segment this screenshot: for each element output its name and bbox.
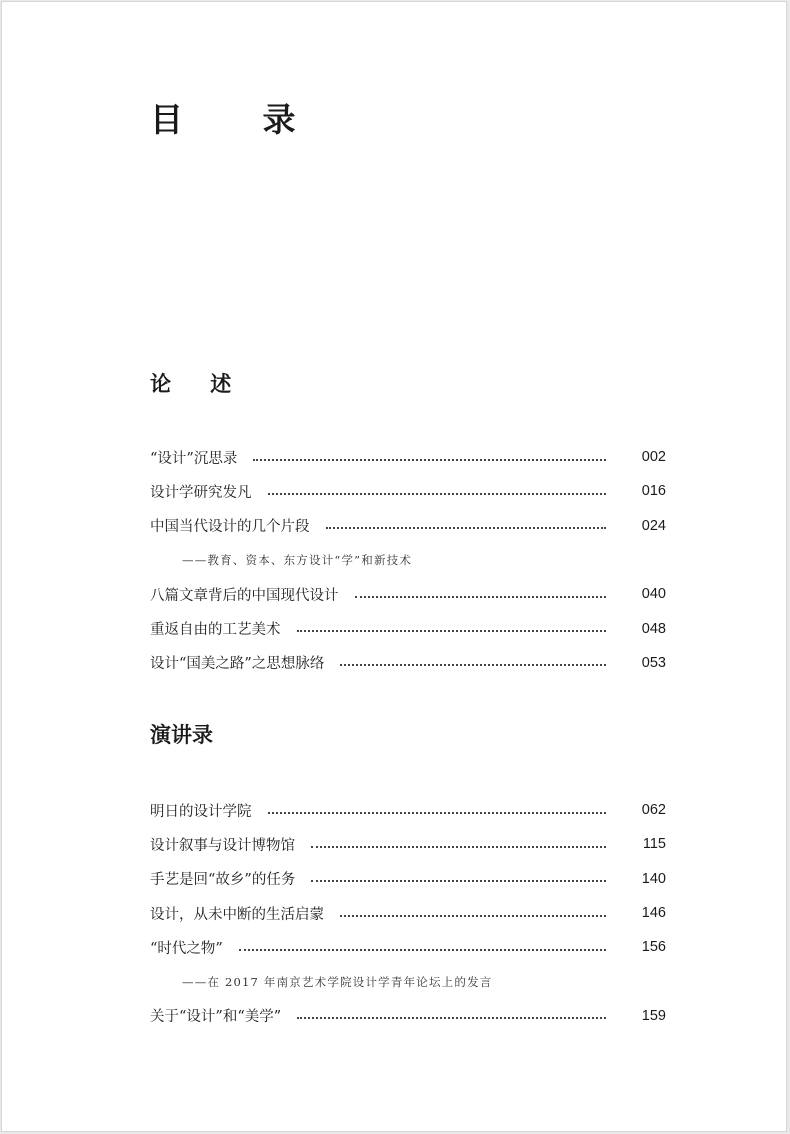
toc-page-number: 159 bbox=[641, 1007, 666, 1024]
dot-leader bbox=[326, 527, 607, 529]
toc-entry[interactable] bbox=[150, 646, 666, 680]
toc-entry[interactable] bbox=[150, 611, 666, 645]
dot-leader bbox=[268, 812, 607, 814]
dot-leader bbox=[311, 846, 606, 848]
toc-entry-title: 中国当代设计的几个片段 bbox=[150, 519, 310, 536]
toc-page-number: 048 bbox=[641, 620, 666, 637]
dot-leader bbox=[340, 915, 606, 917]
dot-leader bbox=[239, 949, 606, 951]
toc-entry-title: 明日的设计学院 bbox=[150, 803, 252, 820]
toc-page-number: 156 bbox=[641, 939, 666, 956]
toc-entry[interactable] bbox=[150, 440, 666, 474]
toc-entry-subtitle: ——教育、资本、东方设计“学”和新技术 bbox=[182, 553, 413, 568]
section-heading-lunshu: 论 述 bbox=[150, 371, 248, 396]
toc-entry-title: 手艺是回“故乡”的任务 bbox=[150, 872, 296, 889]
toc-entry-title: 关于“设计”和“美学” bbox=[150, 1009, 282, 1026]
dot-leader bbox=[268, 493, 607, 495]
toc-page-number: 002 bbox=[641, 449, 666, 466]
toc-entry[interactable] bbox=[150, 827, 666, 861]
toc-list-yanjianglu bbox=[150, 793, 666, 1033]
toc-entry-title: “时代之物” bbox=[150, 940, 223, 957]
toc-entry-title: 设计，从未中断的生活启蒙 bbox=[150, 906, 324, 923]
toc-entry[interactable] bbox=[150, 896, 666, 930]
toc-page-number: 053 bbox=[641, 654, 666, 671]
section-heading-yanjianglu: 演讲录 bbox=[150, 722, 213, 747]
toc-entry[interactable] bbox=[150, 577, 666, 611]
dot-leader bbox=[311, 880, 606, 882]
toc-entry[interactable] bbox=[150, 930, 666, 964]
toc-entry-title: 设计叙事与设计博物馆 bbox=[150, 837, 295, 854]
toc-entry[interactable] bbox=[150, 474, 666, 508]
dot-leader bbox=[297, 630, 607, 632]
toc-entry-title: 重返自由的工艺美术 bbox=[150, 622, 281, 639]
toc-list-lunshu bbox=[150, 440, 666, 680]
toc-entry[interactable] bbox=[150, 509, 666, 543]
toc-page-number: 146 bbox=[641, 905, 666, 922]
document-page bbox=[1, 1, 787, 1132]
toc-page-number: 016 bbox=[641, 483, 666, 500]
toc-page-number: 024 bbox=[641, 517, 666, 534]
toc-page-number: 062 bbox=[641, 802, 666, 819]
toc-entry-title: 八篇文章背后的中国现代设计 bbox=[150, 587, 339, 604]
page-title: 目 录 bbox=[150, 100, 330, 139]
toc-page-number: 140 bbox=[641, 870, 666, 887]
dot-leader bbox=[297, 1017, 606, 1019]
toc-entry-title: 设计“国美之路”之思想脉络 bbox=[150, 656, 325, 673]
toc-entry-title: 设计学研究发凡 bbox=[150, 484, 252, 501]
toc-entry-title: “设计”沉思录 bbox=[150, 450, 238, 467]
dot-leader bbox=[355, 596, 607, 598]
toc-entry-subtitle: ——在 2017 年南京艺术学院设计学青年论坛上的发言 bbox=[182, 974, 493, 989]
toc-page-number: 115 bbox=[642, 836, 666, 853]
toc-entry[interactable] bbox=[150, 793, 666, 827]
toc-entry[interactable] bbox=[150, 862, 666, 896]
toc-page-number: 040 bbox=[641, 586, 666, 603]
dot-leader bbox=[340, 664, 606, 666]
toc-entry[interactable] bbox=[150, 999, 666, 1033]
dot-leader bbox=[253, 459, 606, 461]
